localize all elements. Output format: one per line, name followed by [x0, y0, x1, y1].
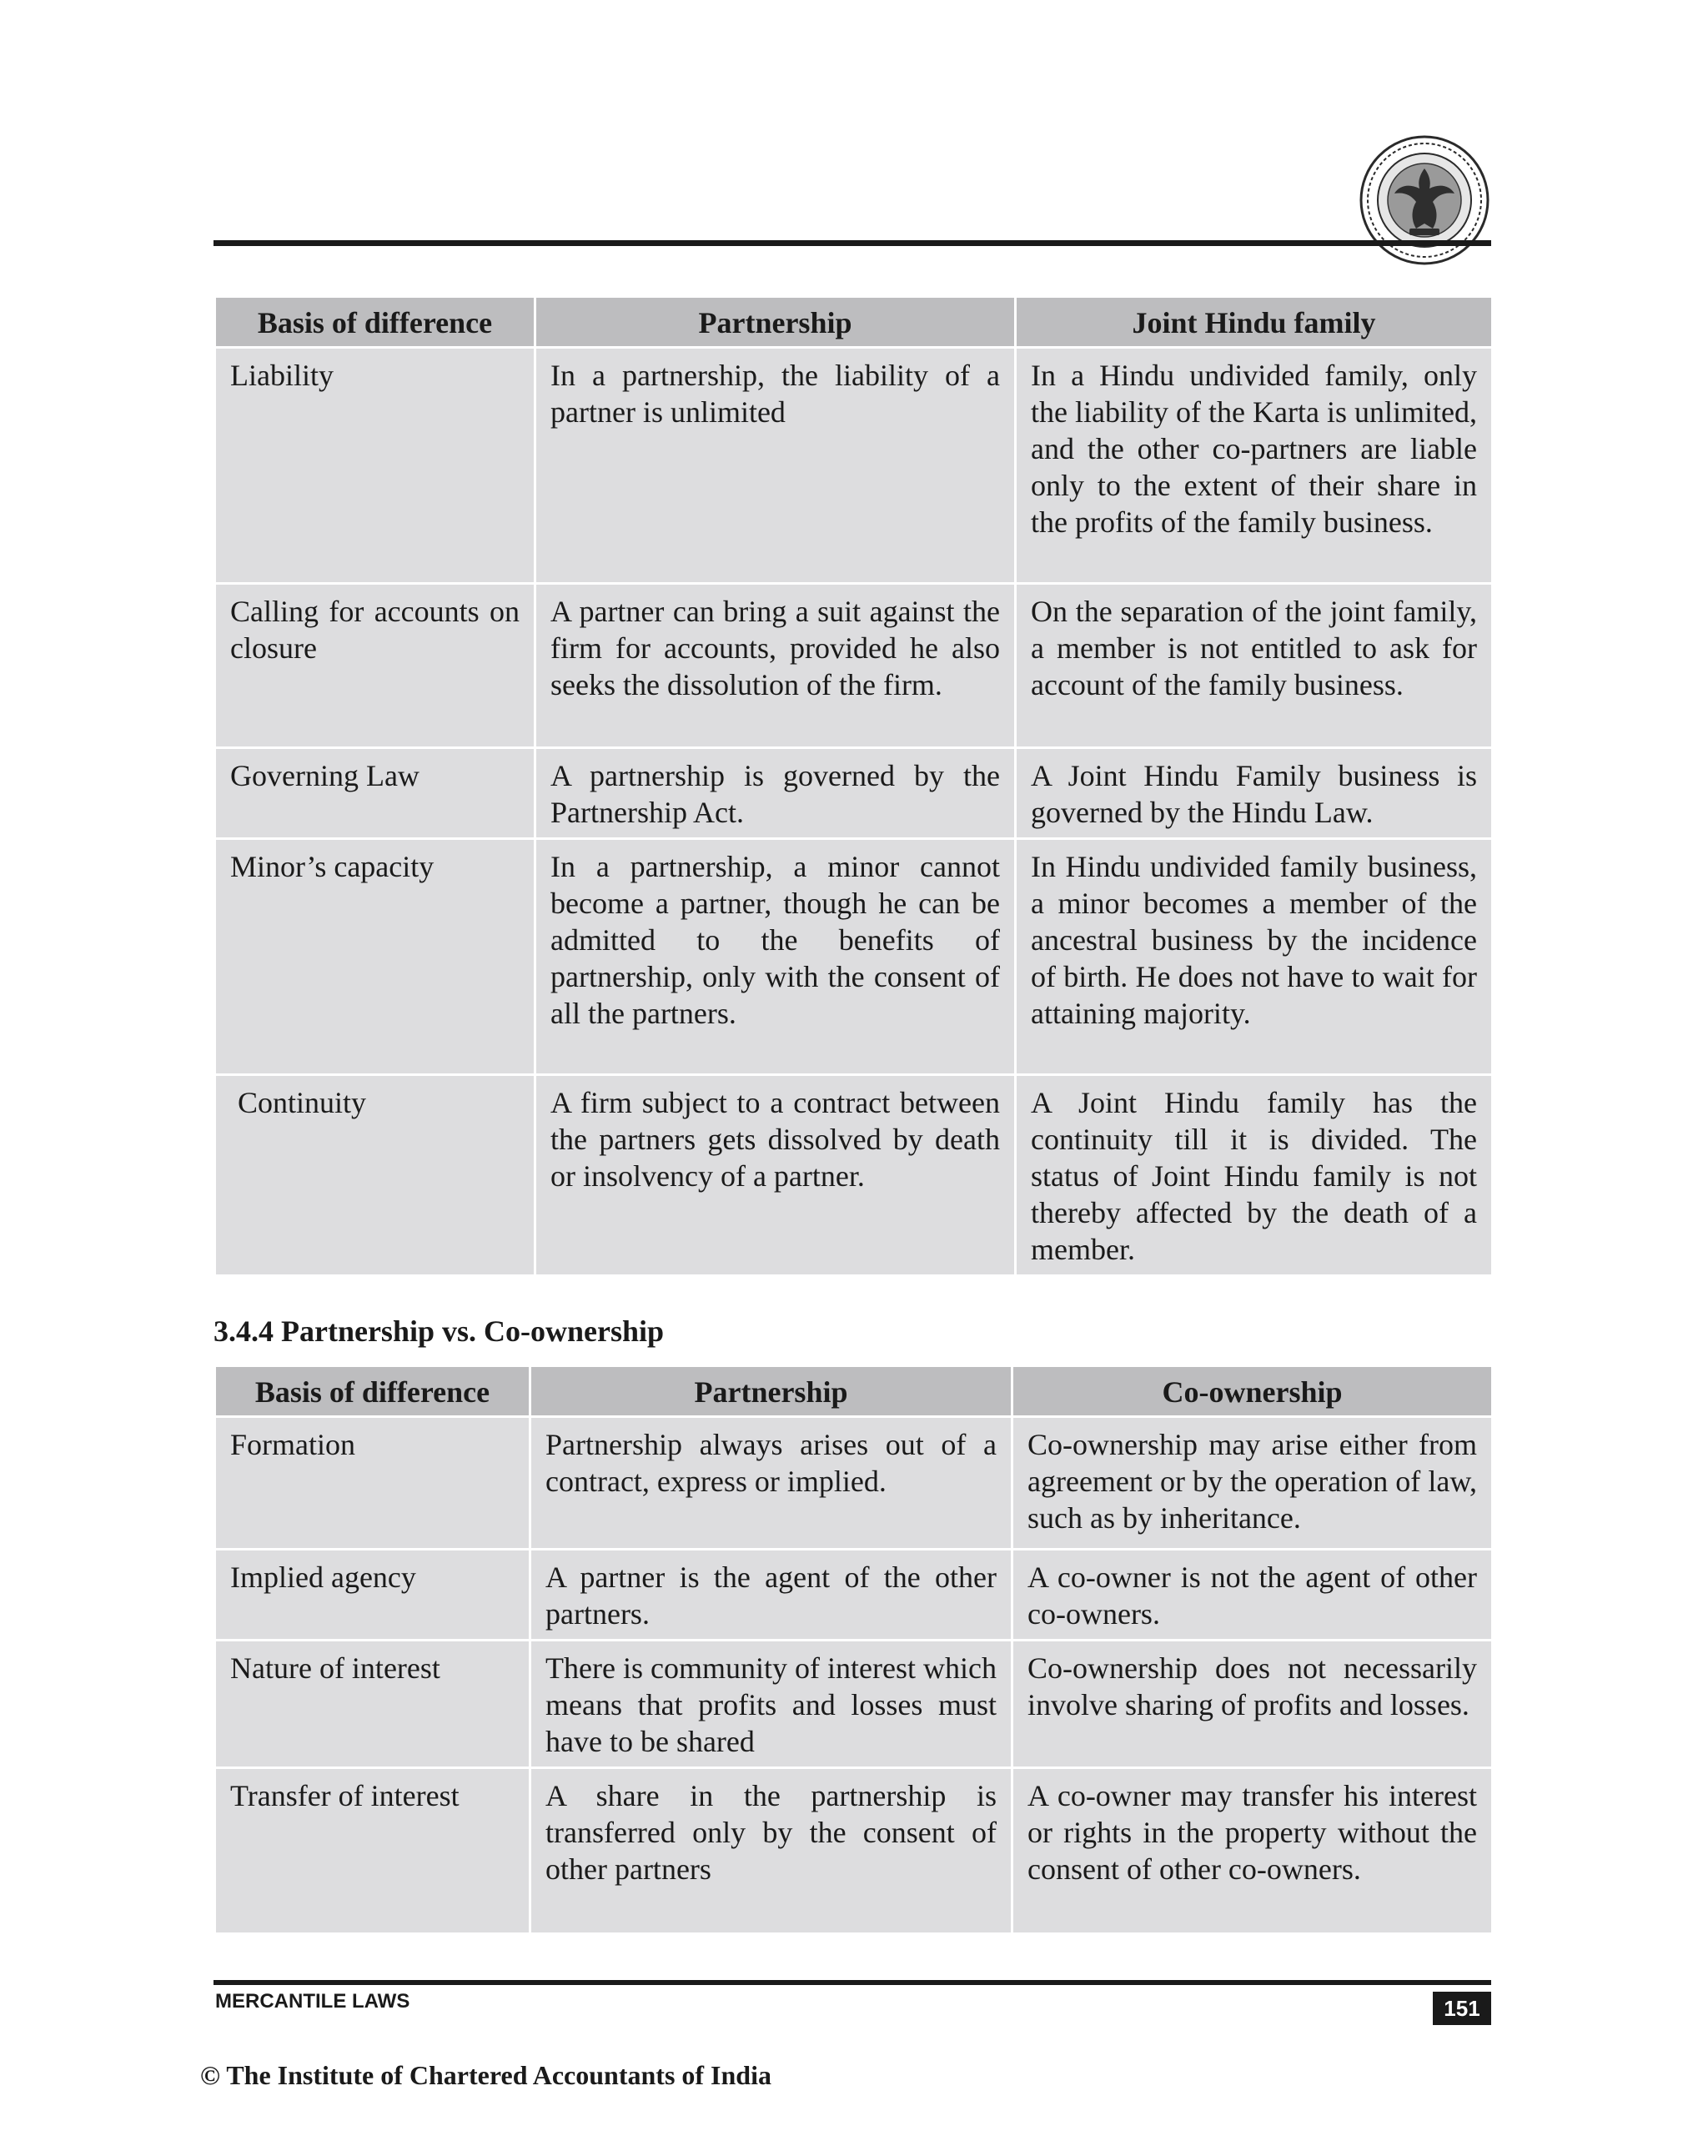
co-ownership-cell: Co-ownership does not necessarily involve sharing of profits and losses. [1012, 1641, 1493, 1768]
partnership-cell: Partnership always arises out of a contract, express or implied. [530, 1417, 1012, 1550]
basis-cell: Governing Law [215, 748, 535, 839]
basis-cell: Minor’s capacity [215, 839, 535, 1075]
column-header: Partnership [530, 1366, 1012, 1417]
table-row [215, 1768, 1493, 1934]
co-ownership-cell: Co-ownership may arise either from agreement or by the operation of law, such as by inheritance. [1012, 1417, 1493, 1550]
copyright-notice: © The Institute of Chartered Accountants of India [200, 2060, 771, 2090]
column-header: Co-ownership [1012, 1366, 1493, 1417]
section-heading: 3.4.4 Partnership vs. Co-ownership [214, 1314, 665, 1348]
footer-rule [214, 1980, 1491, 1985]
partnership-cell: In a partnership, a minor cannot become a partner, though he can be admitted to the benefits of partnership, only with the consent of all the partners. [535, 839, 1016, 1075]
table-row [215, 1075, 1493, 1276]
page-number: 151 [1433, 1992, 1491, 2025]
partnership-cell: A share in the partnership is transferred only by the consent of other partners [530, 1768, 1012, 1934]
table-row [215, 584, 1493, 748]
table-row [215, 839, 1493, 1075]
institute-emblem-icon [1358, 133, 1491, 267]
basis-cell: Continuity [215, 1075, 535, 1276]
basis-cell: Nature of interest [215, 1641, 530, 1768]
partnership-cell: There is community of interest which means that profits and losses must have to be shared [530, 1641, 1012, 1768]
partnership-vs-co-ownership-table [214, 1364, 1494, 1935]
basis-cell: Liability [215, 348, 535, 584]
joint-hindu-family-cell: In Hindu undivided family business, a minor becomes a member of the ancestral business by the incidence of birth. He does not have to wait for attaining majority. [1016, 839, 1493, 1075]
joint-hindu-family-cell: On the separation of the joint family, a member is not entitled to ask for account of the family business. [1016, 584, 1493, 748]
table-row [215, 1550, 1493, 1641]
partnership-vs-joint-hindu-family-table [214, 295, 1494, 1277]
joint-hindu-family-cell: A Joint Hindu Family business is governed by the Hindu Law. [1016, 748, 1493, 839]
column-header: Basis of difference [215, 1366, 530, 1417]
basis-cell: Implied agency [215, 1550, 530, 1641]
joint-hindu-family-cell: In a Hindu undivided family, only the liability of the Karta is unlimited, and the other co-partners are liable only to the extent of their share in the profits of the family business. [1016, 348, 1493, 584]
book-title: MERCANTILE LAWS [215, 1990, 410, 2013]
column-header: Joint Hindu family [1016, 297, 1493, 348]
column-header: Basis of difference [215, 297, 535, 348]
header-rule [214, 240, 1491, 246]
basis-cell: Transfer of interest [215, 1768, 530, 1934]
partnership-cell: In a partnership, the liability of a partner is unlimited [535, 348, 1016, 584]
table-row [215, 1417, 1493, 1550]
partnership-cell: A partner can bring a suit against the firm for accounts, provided he also seeks the dissolution of the firm. [535, 584, 1016, 748]
partnership-cell: A partnership is governed by the Partnership Act. [535, 748, 1016, 839]
partnership-cell: A partner is the agent of the other partners. [530, 1550, 1012, 1641]
column-header: Partnership [535, 297, 1016, 348]
joint-hindu-family-cell: A Joint Hindu family has the continuity till it is divided. The status of Joint Hindu family is not thereby affected by the death of a member. [1016, 1075, 1493, 1276]
table-row [215, 348, 1493, 584]
table-header-row [215, 1366, 1493, 1417]
co-ownership-cell: A co-owner is not the agent of other co-owners. [1012, 1550, 1493, 1641]
co-ownership-cell: A co-owner may transfer his interest or rights in the property without the consent of other co-owners. [1012, 1768, 1493, 1934]
table-row [215, 748, 1493, 839]
basis-cell: Formation [215, 1417, 530, 1550]
table-header-row [215, 297, 1493, 348]
table-row [215, 1641, 1493, 1768]
partnership-cell: A firm subject to a contract between the partners gets dissolved by death or insolvency of a partner. [535, 1075, 1016, 1276]
basis-cell: Calling for accounts on closure [215, 584, 535, 748]
